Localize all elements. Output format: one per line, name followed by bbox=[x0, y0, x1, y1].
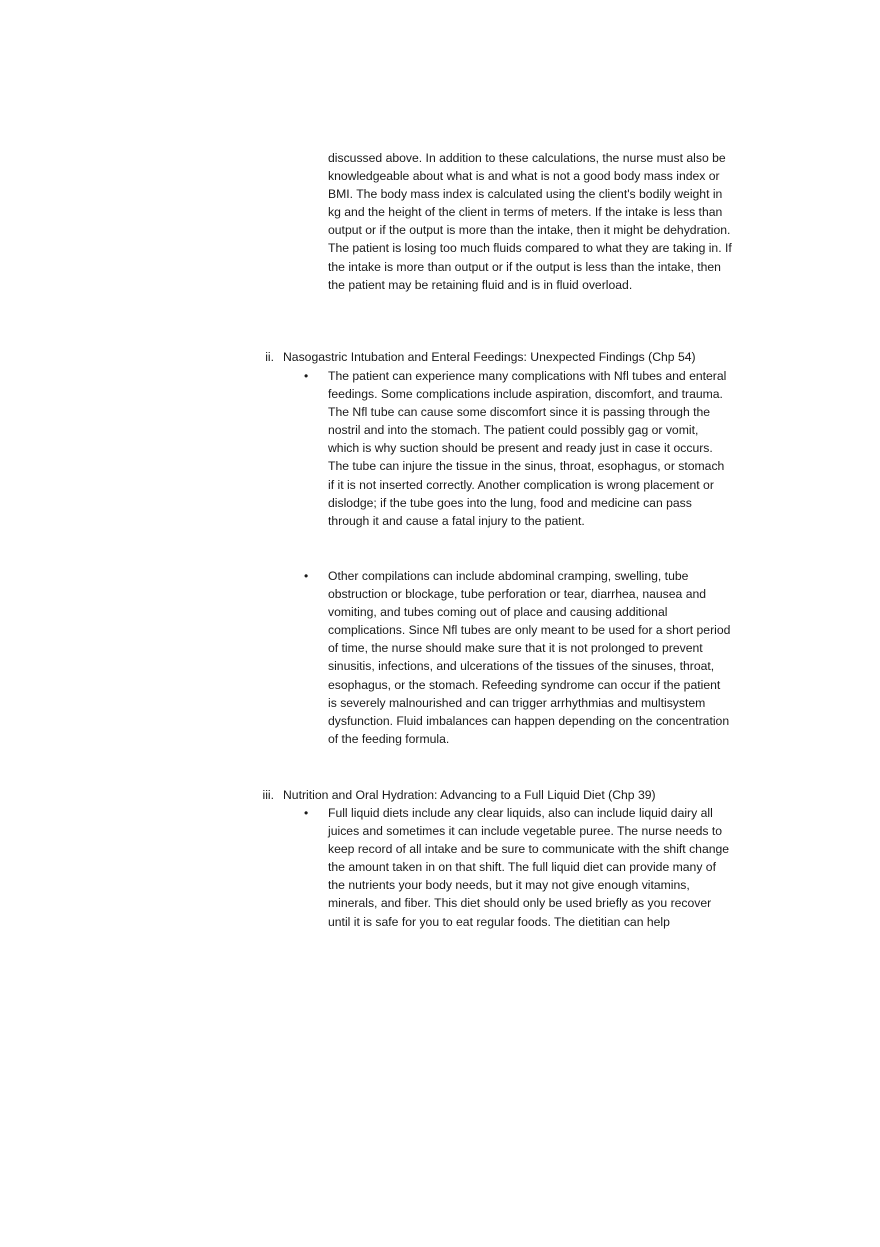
section-number: ii. bbox=[265, 350, 274, 364]
list-item-text: Other compilations can include abdominal cramping, swelling, tube obstruction or blockage, tube perforation or tear, diarrhea, nausea and vomiting, and tubes coming out of place and causing additional complications. Since Nfl tubes are only meant to be used for a short period of time, the nurse should make sure that it is not prolonged to prevent sinusitis, infections, and ulcerations of the tissues of the sinuses, throat, esophagus, or the stomach. Refeeding syndrome can occur if the patient is severely malnourished and can trigger arrhythmias and multisystem dysfunction. Fluid imbalances can happen depending on the concentration of the feeding formula. bbox=[328, 569, 731, 746]
section-nutrition bbox=[258, 786, 738, 929]
section-heading bbox=[258, 786, 738, 804]
bullet-icon: • bbox=[304, 569, 309, 583]
section-title: Nutrition and Oral Hydration: Advancing to a Full Liquid Diet (Chp 39) bbox=[283, 788, 656, 802]
bullet-icon: • bbox=[304, 806, 309, 820]
list-item-text: Full liquid diets include any clear liquids, also can include liquid dairy all juices and sometimes it can include vegetable puree. The nurse needs to keep record of all intake and be sure to communicate with the shift change the amount taken in on that shift. The full liquid diet can provide many of the nutrients your body needs, but it may not give enough vitamins, minerals, and fiber. This diet should only be used briefly as you recover until it is safe for you to eat regular foods. The dietitian can help bbox=[328, 806, 730, 929]
bullet-icon: • bbox=[304, 369, 309, 383]
intro-paragraph: discussed above. In addition to these calculations, the nurse must also be knowledgeable about what is and what is not a good body mass index or BMI. The body mass index is calculated using the client's bodily weight in kg and the height of the client in terms of meters. If the intake is less than output or if the output is more than the intake, then it might be dehydration. The patient is losing too much fluids compared to what they are taking in. If the intake is more than output or if the output is less than the intake, then the patient may be retaining fluid and is in fluid overload. bbox=[328, 151, 732, 292]
section-nasogastric bbox=[258, 348, 738, 746]
section-number: iii. bbox=[262, 788, 274, 802]
section-heading bbox=[258, 348, 738, 366]
section-title: Nasogastric Intubation and Enteral Feedings: Unexpected Findings (Chp 54) bbox=[283, 350, 696, 364]
list-item-text: The patient can experience many complications with Nfl tubes and enteral feedings. Some complications include aspiration, discomfort, and trauma. The Nfl tube can cause some discomfort since it is passing through the nostril and into the stomach. The patient could possibly gag or vomit, which is why suction should be present and ready just in case it occurs. The tube can injure the tissue in the sinus, throat, esophagus, or stomach if it is not inserted correctly. Another complication is wrong placement or dislodge; if the tube goes into the lung, food and medicine can pass through it and cause a fatal injury to the patient. bbox=[328, 369, 727, 528]
